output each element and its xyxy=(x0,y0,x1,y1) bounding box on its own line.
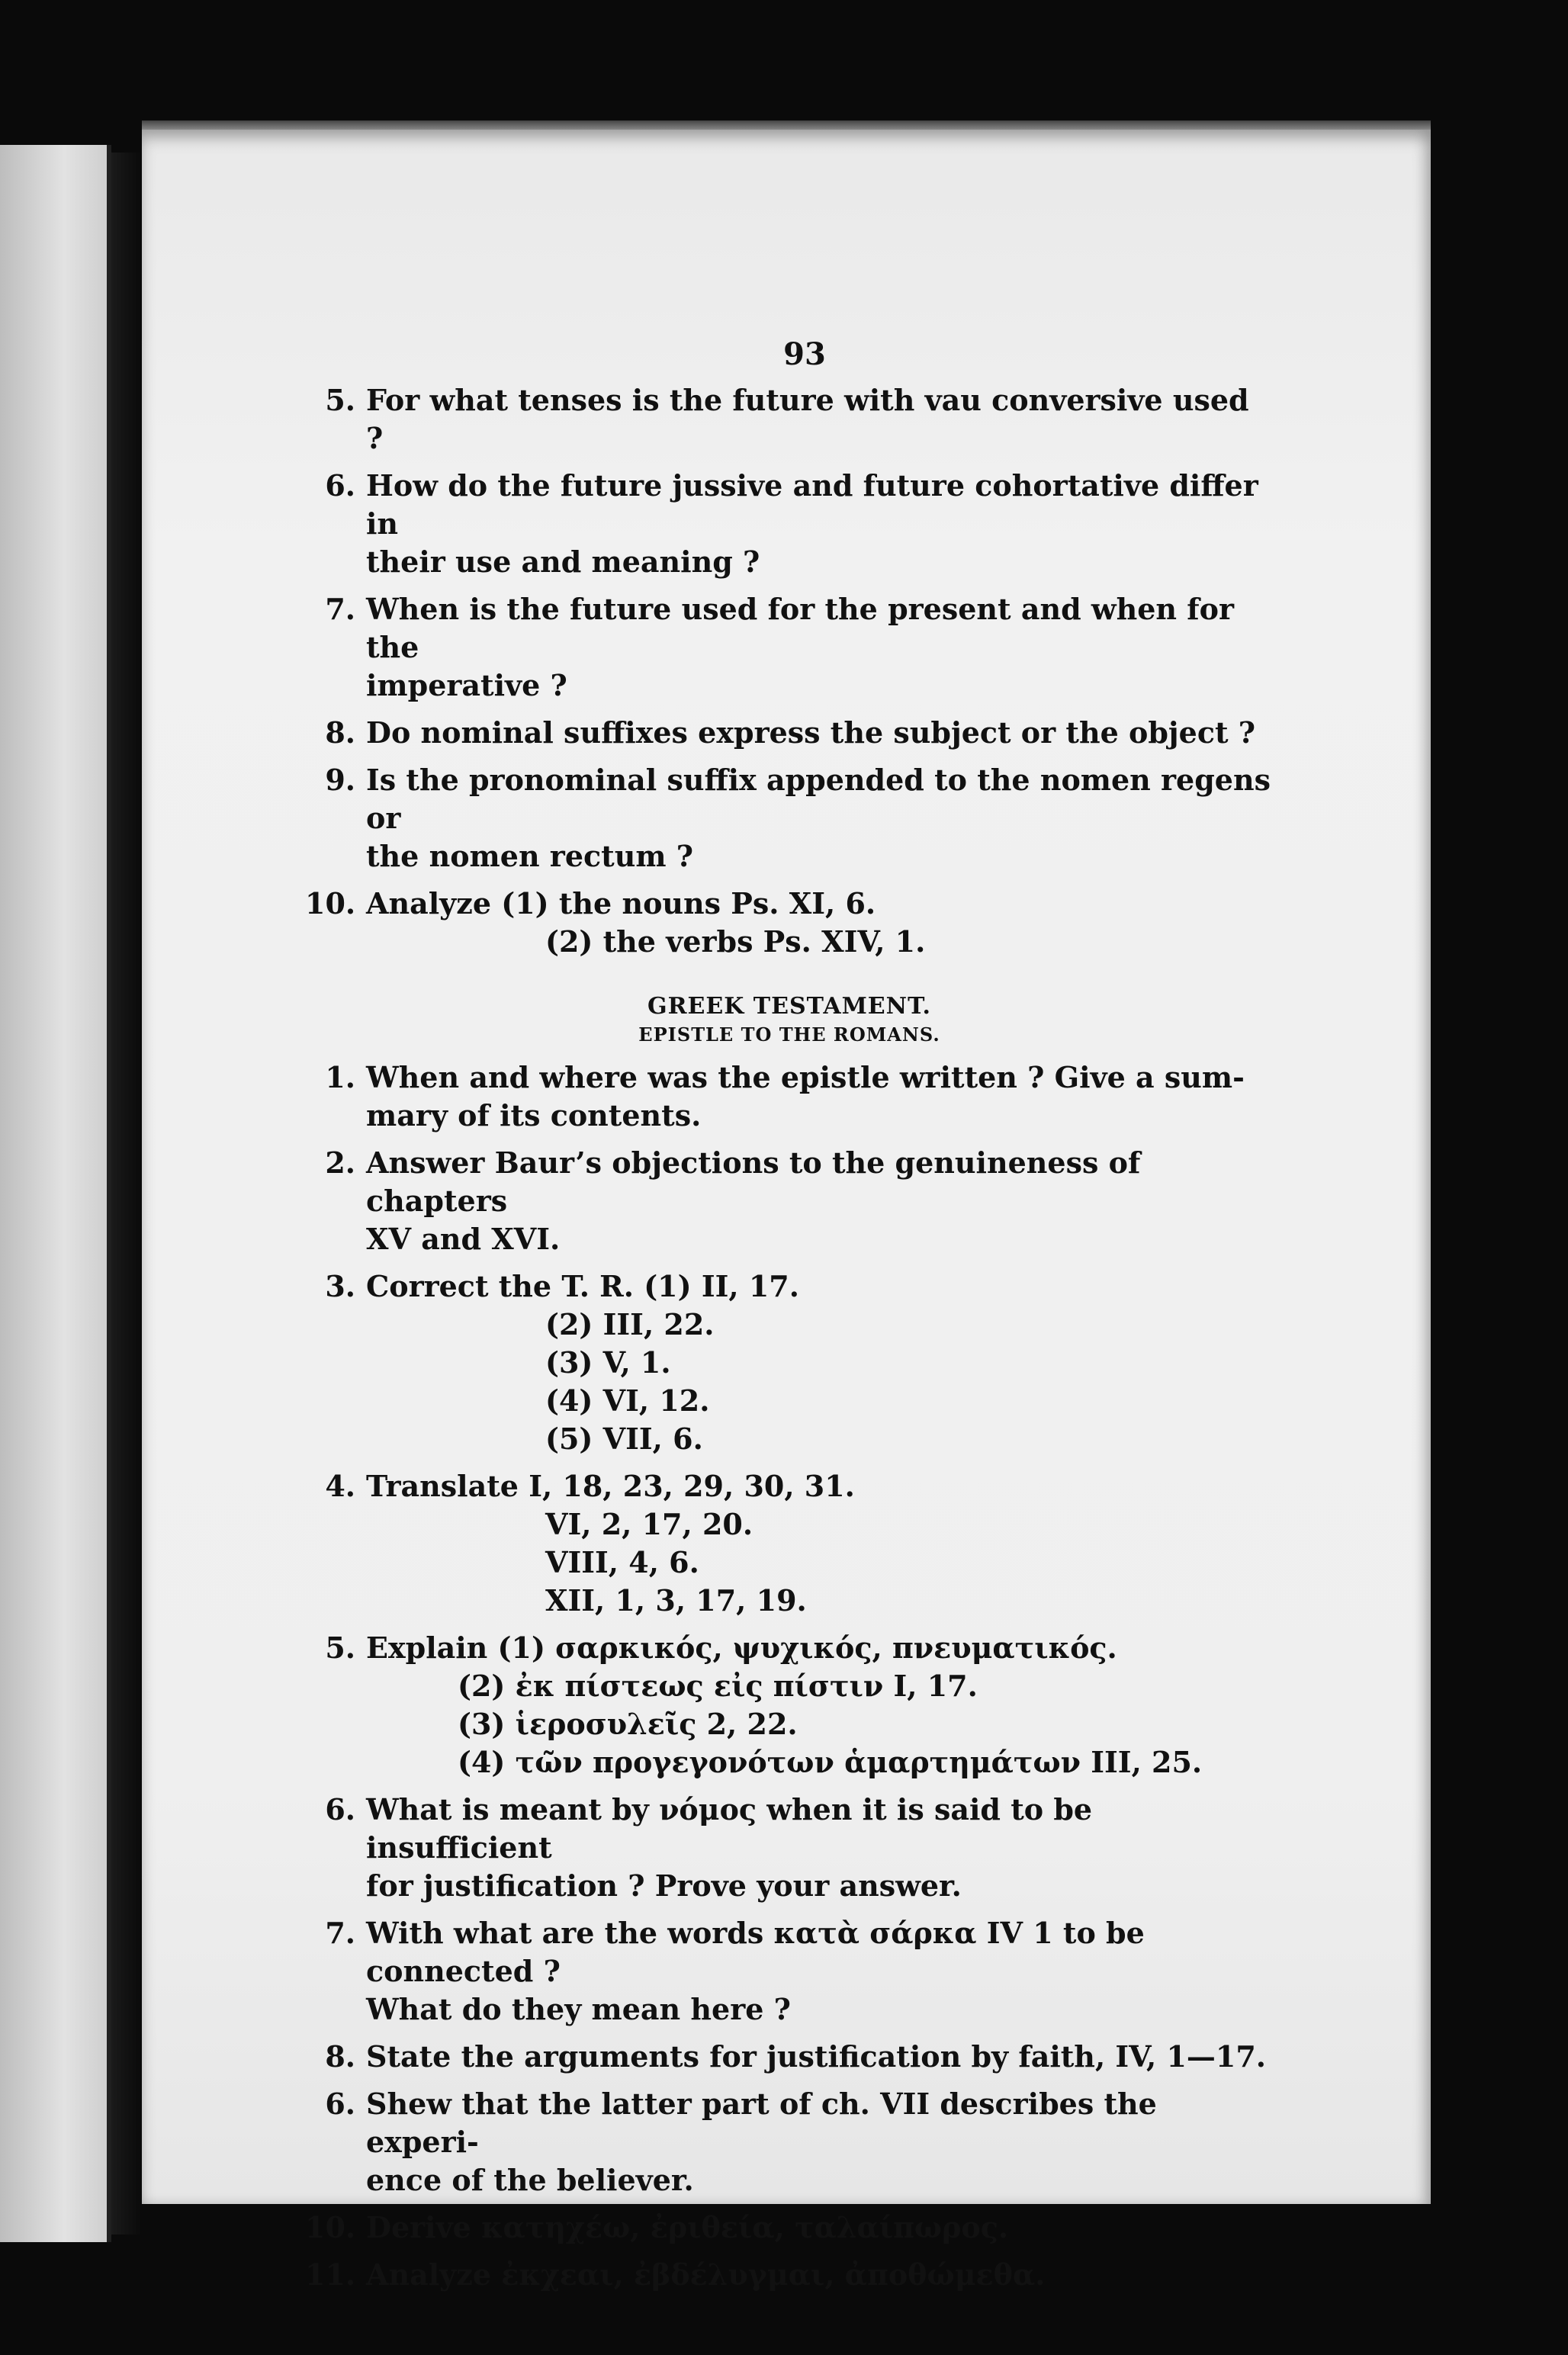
question-line: ence of the believer. xyxy=(366,2163,694,2197)
question-line: Do nominal suffixes express the subject or the object ? xyxy=(366,715,1256,750)
question-number: 5. xyxy=(325,383,355,417)
question-line: XV and XVI. xyxy=(366,1222,561,1256)
question-item xyxy=(305,714,1274,752)
question-number: 1. xyxy=(325,1060,355,1094)
question-subline: (2) III, 22. xyxy=(545,1307,715,1341)
question-line: What is meant by νόμος when it is said to be insufficient xyxy=(366,1792,1093,1865)
question-subline: (2) the verbs Ps. XIV, 1. xyxy=(545,924,926,959)
left-page-edge xyxy=(0,145,111,2242)
question-item xyxy=(305,467,1274,581)
question-item xyxy=(305,761,1274,875)
question-number: 10. xyxy=(305,886,356,920)
question-line: Correct the T. R. (1) II, 17. xyxy=(366,1269,799,1303)
question-line: When and where was the epistle written ? Give a sum- xyxy=(366,1060,1245,1094)
question-subline: (2) ἐκ πίστεως εἰς πίστιν I, 17. xyxy=(458,1669,978,1703)
question-line: their use and meaning ? xyxy=(366,545,760,579)
page-number: 93 xyxy=(783,336,826,372)
question-item xyxy=(305,885,1274,961)
question-number: 11. xyxy=(305,2257,356,2292)
question-item xyxy=(305,1629,1274,1782)
question-number: 6. xyxy=(325,1792,355,1826)
question-item xyxy=(305,1144,1274,1258)
question-number: 6. xyxy=(325,468,355,503)
question-line: for justification ? Prove your answer. xyxy=(366,1868,962,1903)
question-number: 7. xyxy=(325,1916,355,1950)
question-item xyxy=(305,1791,1274,1905)
greek-question-list xyxy=(305,1059,1274,2294)
question-item xyxy=(305,1467,1274,1620)
question-line: Answer Baur’s objections to the genuineness of chapters xyxy=(366,1145,1141,1218)
question-item xyxy=(305,2256,1274,2294)
question-number: 9. xyxy=(325,763,355,797)
question-line: When is the future used for the present and when for the xyxy=(366,592,1234,664)
question-number: 8. xyxy=(325,2039,355,2074)
question-subline: (5) VII, 6. xyxy=(545,1422,703,1456)
book-gutter xyxy=(111,153,142,2235)
question-line: mary of its contents. xyxy=(366,1098,702,1133)
question-item xyxy=(305,2209,1274,2247)
question-line: the nomen rectum ? xyxy=(366,839,694,873)
question-subline: VI, 2, 17, 20. xyxy=(545,1507,753,1541)
question-subline: (3) ἱεροσυλεῖς 2, 22. xyxy=(458,1707,798,1741)
question-line: State the arguments for justification by faith, IV, 1—17. xyxy=(366,2039,1267,2074)
question-number: 6. xyxy=(325,2087,355,2121)
question-number: 10. xyxy=(305,2210,356,2244)
question-subline: (4) VI, 12. xyxy=(545,1383,710,1418)
section-heading: GREEK TESTAMENT. xyxy=(647,993,931,1020)
question-item xyxy=(305,2038,1274,2076)
question-item xyxy=(305,590,1274,705)
question-number: 7. xyxy=(325,592,355,626)
question-line: Analyze (1) the nouns Ps. XI, 6. xyxy=(366,886,876,920)
question-subline: (3) V, 1. xyxy=(545,1345,671,1380)
hebrew-question-list xyxy=(305,381,1274,961)
question-item xyxy=(305,1914,1274,2029)
question-line: For what tenses is the future with vau conversive used ? xyxy=(366,383,1249,455)
question-subline: VIII, 4, 6. xyxy=(545,1545,699,1579)
question-line: What do they mean here ? xyxy=(366,1992,791,2026)
question-subline: (4) τῶν προγεγονότων ἁμαρτημάτων III, 25. xyxy=(458,1745,1203,1779)
question-number: 5. xyxy=(325,1631,355,1665)
question-line: With what are the words κατὰ σάρκα IV 1 to be connected ? xyxy=(366,1916,1145,1988)
question-line: How do the future jussive and future cohortative differ in xyxy=(366,468,1258,541)
question-item xyxy=(305,1267,1274,1458)
page-content xyxy=(305,336,1274,2303)
question-line: Is the pronominal suffix appended to the nomen regens or xyxy=(366,763,1271,835)
question-line: Translate I, 18, 23, 29, 30, 31. xyxy=(366,1469,855,1503)
question-number: 3. xyxy=(325,1269,355,1303)
question-number: 4. xyxy=(325,1469,355,1503)
question-number: 2. xyxy=(325,1145,355,1180)
question-subline: XII, 1, 3, 17, 19. xyxy=(545,1583,807,1618)
question-line: imperative ? xyxy=(366,668,567,702)
question-item xyxy=(305,381,1274,458)
question-line: Analyze ἐκχεαι, ἐβδέλυγμαι, ἀποθώμεθα. xyxy=(366,2257,1046,2292)
question-item xyxy=(305,1059,1274,1135)
question-line: Explain (1) σαρκικός, ψυχικός, πνευματικός. xyxy=(366,1631,1117,1665)
question-number: 8. xyxy=(325,715,355,750)
question-line: Shew that the latter part of ch. VII describes the experi- xyxy=(366,2087,1157,2159)
question-item xyxy=(305,2085,1274,2199)
question-line: Derive κατηχέω, ἐριθεία, ταλαίπωρος. xyxy=(366,2210,1009,2244)
section-subheading: EPISTLE TO THE ROMANS. xyxy=(638,1023,940,1046)
